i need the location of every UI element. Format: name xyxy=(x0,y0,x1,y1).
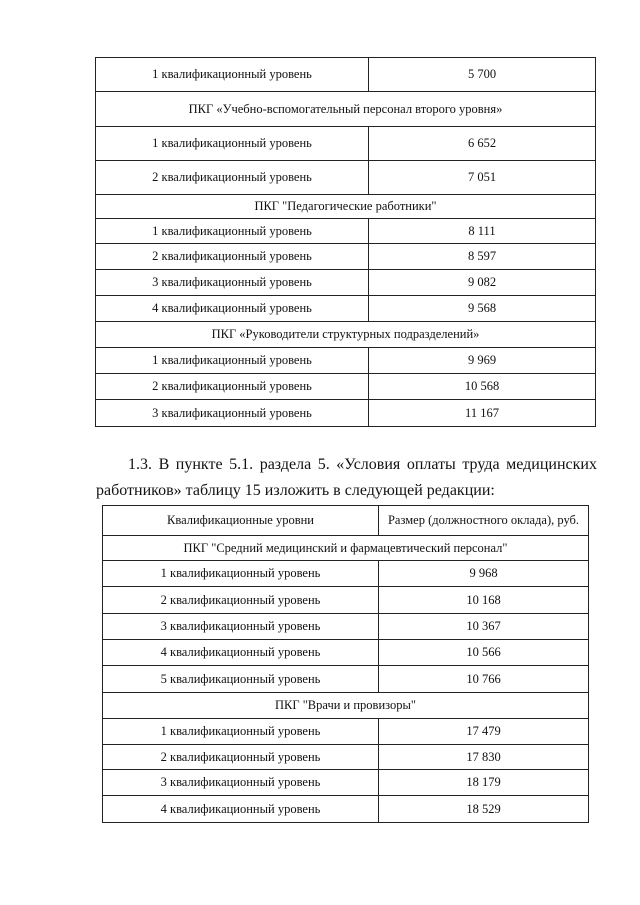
qualification-level-cell: 1 квалификационный уровень xyxy=(96,219,369,244)
salary-value-cell: 6 652 xyxy=(369,127,596,161)
qualification-level-cell: 3 квалификационный уровень xyxy=(96,270,369,296)
paragraph-line-1: 1.3. В пункте 5.1. раздела 5. «Условия оплаты труда медицинских xyxy=(128,456,597,473)
table-row xyxy=(96,244,596,270)
table-row xyxy=(103,770,589,796)
salary-value-cell: 9 082 xyxy=(369,270,596,296)
table-row xyxy=(96,270,596,296)
table-row xyxy=(96,296,596,322)
group-header-row xyxy=(103,693,589,719)
table-row xyxy=(103,719,589,745)
qualification-level-cell: 5 квалификационный уровень xyxy=(103,666,379,693)
table-row xyxy=(103,561,589,587)
salary-value-cell: 17 830 xyxy=(379,745,589,770)
salary-table-medical xyxy=(102,505,589,823)
salary-value-cell: 17 479 xyxy=(379,719,589,745)
header-qualification-levels: Квалификационные уровни xyxy=(103,506,379,536)
table-row xyxy=(103,640,589,666)
header-salary-size: Размер (должностного оклада), руб. xyxy=(379,506,589,536)
group-header-row xyxy=(103,536,589,561)
qualification-level-cell: 1 квалификационный уровень xyxy=(96,348,369,374)
table-row xyxy=(103,587,589,614)
qualification-level-cell: 1 квалификационный уровень xyxy=(96,58,369,92)
table-row xyxy=(96,58,596,92)
group-header-row xyxy=(96,322,596,348)
amendment-paragraph xyxy=(96,452,597,504)
table-header-row xyxy=(103,506,589,536)
table-row xyxy=(103,796,589,823)
salary-value-cell: 9 969 xyxy=(369,348,596,374)
salary-value-cell: 9 968 xyxy=(379,561,589,587)
qualification-level-cell: 3 квалификационный уровень xyxy=(103,770,379,796)
qualification-level-cell: 2 квалификационный уровень xyxy=(96,374,369,400)
qualification-level-cell: 4 квалификационный уровень xyxy=(103,796,379,823)
group-title: ПКГ "Средний медицинский и фармацевтический персонал" xyxy=(103,536,589,561)
qualification-level-cell: 1 квалификационный уровень xyxy=(96,127,369,161)
salary-value-cell: 9 568 xyxy=(369,296,596,322)
qualification-level-cell: 2 квалификационный уровень xyxy=(96,244,369,270)
qualification-level-cell: 1 квалификационный уровень xyxy=(103,719,379,745)
qualification-level-cell: 1 квалификационный уровень xyxy=(103,561,379,587)
group-header-row xyxy=(96,92,596,127)
table-row xyxy=(96,348,596,374)
salary-value-cell: 10 566 xyxy=(379,640,589,666)
salary-value-cell: 11 167 xyxy=(369,400,596,427)
salary-value-cell: 10 568 xyxy=(369,374,596,400)
table-row xyxy=(103,614,589,640)
paragraph-line-2: работников» таблицу 15 изложить в следующей редакции: xyxy=(96,482,495,499)
group-title: ПКГ «Руководители структурных подразделений» xyxy=(96,322,596,348)
salary-value-cell: 10 367 xyxy=(379,614,589,640)
table-row xyxy=(96,374,596,400)
salary-value-cell: 18 179 xyxy=(379,770,589,796)
table-row xyxy=(96,219,596,244)
table-row xyxy=(96,161,596,195)
salary-table-1 xyxy=(95,57,596,427)
qualification-level-cell: 3 квалификационный уровень xyxy=(103,614,379,640)
group-title: ПКГ «Учебно-вспомогательный персонал второго уровня» xyxy=(96,92,596,127)
table-row xyxy=(96,400,596,427)
qualification-level-cell: 2 квалификационный уровень xyxy=(96,161,369,195)
salary-value-cell: 5 700 xyxy=(369,58,596,92)
salary-value-cell: 8 111 xyxy=(369,219,596,244)
salary-value-cell: 18 529 xyxy=(379,796,589,823)
salary-value-cell: 10 168 xyxy=(379,587,589,614)
qualification-level-cell: 3 квалификационный уровень xyxy=(96,400,369,427)
table-row xyxy=(96,127,596,161)
salary-value-cell: 10 766 xyxy=(379,666,589,693)
group-title: ПКГ "Педагогические работники" xyxy=(96,195,596,219)
qualification-level-cell: 4 квалификационный уровень xyxy=(96,296,369,322)
table-row xyxy=(103,666,589,693)
salary-value-cell: 7 051 xyxy=(369,161,596,195)
group-title: ПКГ "Врачи и провизоры" xyxy=(103,693,589,719)
table-row xyxy=(103,745,589,770)
group-header-row xyxy=(96,195,596,219)
qualification-level-cell: 4 квалификационный уровень xyxy=(103,640,379,666)
salary-value-cell: 8 597 xyxy=(369,244,596,270)
qualification-level-cell: 2 квалификационный уровень xyxy=(103,745,379,770)
qualification-level-cell: 2 квалификационный уровень xyxy=(103,587,379,614)
